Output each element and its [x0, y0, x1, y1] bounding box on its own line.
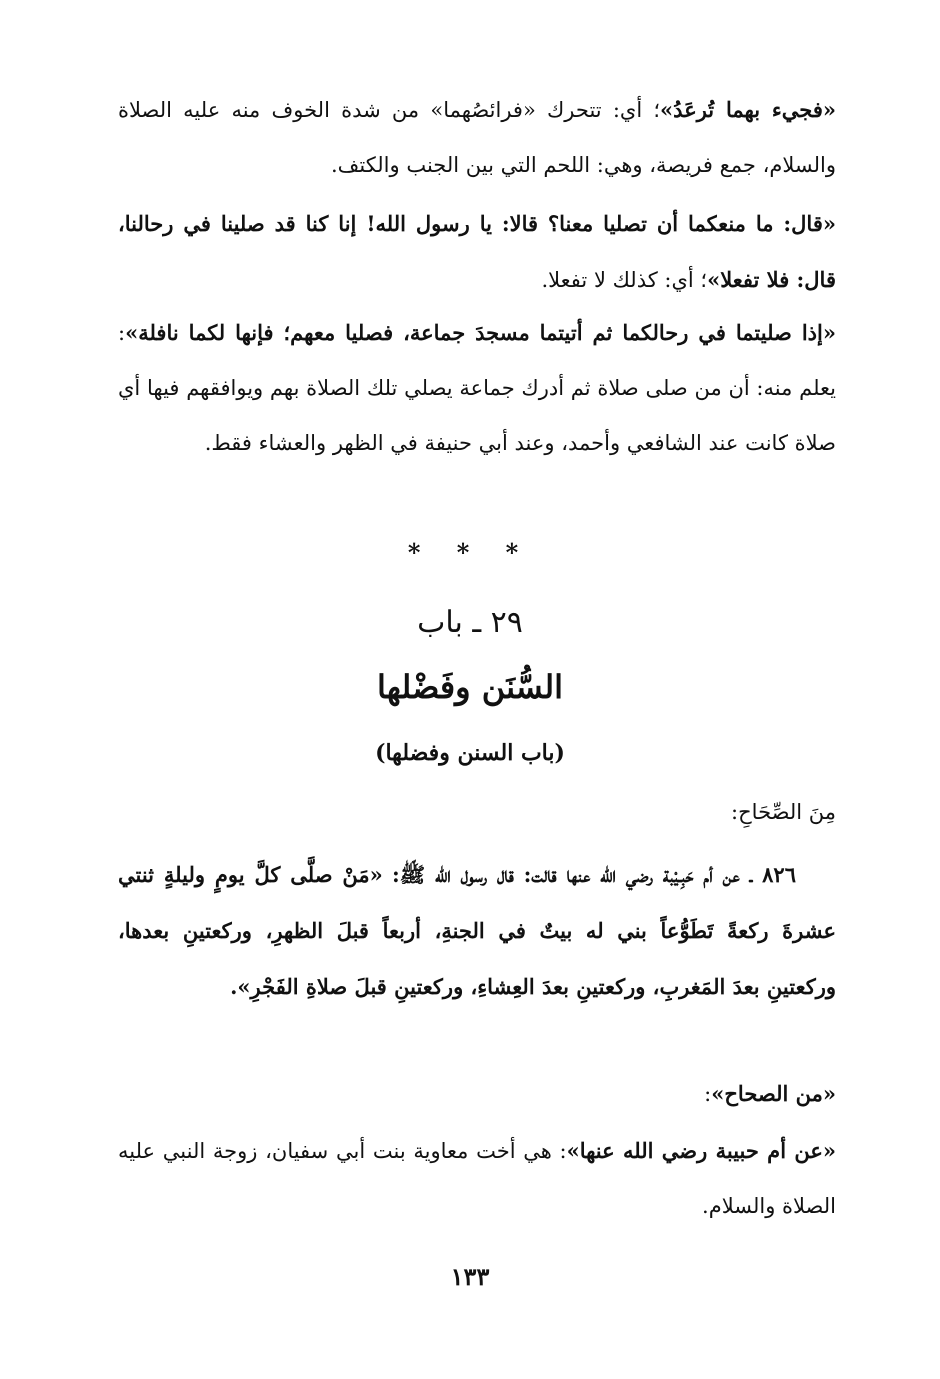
chapter-number: ٢٩ ـ باب	[417, 605, 523, 640]
paragraph-3	[118, 305, 836, 471]
hadith-paragraph	[118, 847, 836, 1015]
paragraph-3-text: : يعلم منه: أن من صلى صلاة ثم أدرك جماعة يصلي تلك الصلاة بهم ويوافقهم فيها أي صلاة كانت عند الشافعي وأحمد، وعند أبي حنيفة في الظهر والعشاء فقط.	[118, 321, 836, 455]
commentary-text: : هي أخت معاوية بنت أبي سفيان، زوجة النبي عليه الصلاة والسلام.	[118, 1139, 836, 1218]
paragraph-3-lead: «إذا صليتما في رحالكما ثم أتيتما مسجدَ جماعة، فصليا معهم؛ فإنها لكما نافلة»	[125, 320, 836, 345]
paragraph-2-lead: «قال: ما منعكما أن تصليا معنا؟ قالا: يا رسول الله! إنا كنا قد صلينا في رحالنا، قال: فلا تفعلا»	[118, 211, 836, 292]
chapter-subheading: (باب السنن وفضلها)	[375, 740, 565, 766]
paragraph-2	[118, 196, 836, 308]
commentary-paragraph	[118, 1123, 836, 1234]
commentary-label	[118, 1081, 876, 1106]
chapter-title: السُّنَن وفَضْلها	[377, 668, 563, 706]
section-label: مِنَ الصِّحَاحِ:	[731, 800, 836, 824]
section-separator: * * *	[407, 538, 533, 567]
paragraph-1-text: ؛ أي: تتحرك «فرائصُهما» من شدة الخوف منه عليه الصلاة والسلام، جمع فريصة، وهي: اللحم التي بين الجنب والكتف.	[118, 98, 836, 177]
hadith-text: «مَنْ صلَّى كلَّ يومٍ وليلةٍ ثنتي عشرةَ ركعةً تَطَوُّعاً بني له بيتٌ في الجنةِ، أربعاً قبلَ الظهرِ، وركعتينِ بعدها، وركعتينِ بعدَ المَغربِ، وركعتينِ بعدَ العِشاءِ، وركعتينِ قبلَ صلاةِ الفَجْرِ».	[118, 862, 836, 999]
page-number: ١٣٣	[450, 1262, 490, 1291]
commentary-label-colon: :	[704, 1082, 712, 1106]
commentary-lead: «عن أم حبيبة رضي الله عنها»	[566, 1138, 837, 1163]
paragraph-1-lead: «فجيء بهما تُرعَدُ»	[660, 97, 836, 122]
paragraph-2-text: ؛ أي: كذلك لا تفعلا.	[541, 268, 708, 292]
paragraph-1	[118, 82, 836, 193]
commentary-label-bold: «من الصحاح»	[711, 1081, 836, 1106]
hadith-lead: ٨٢٦ ـ عن أم حَبِـيْبة رضي الله عنها قالت: قال رسول الله ﷺ:	[392, 862, 796, 887]
